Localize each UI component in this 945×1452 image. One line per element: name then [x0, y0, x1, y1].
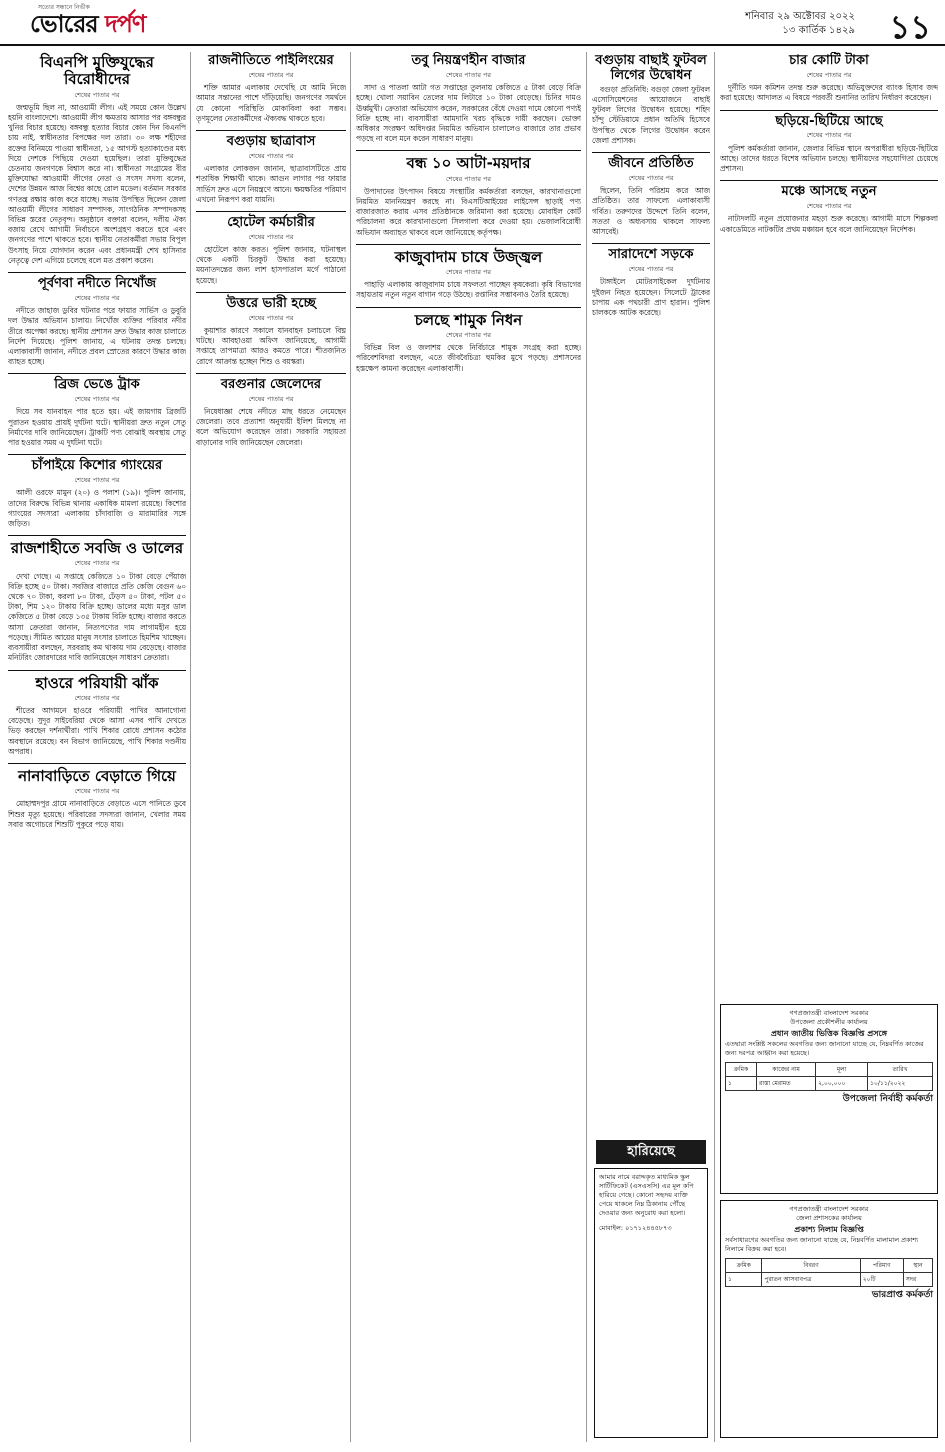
table-row — [726, 1273, 933, 1287]
date-gregorian: শনিবার ২৯ অক্টোবর ২০২২ — [745, 11, 855, 22]
notice-table-header — [726, 1259, 933, 1273]
notice-office: উপজেলা প্রকৌশলীর কার্যালয় — [790, 1018, 868, 1026]
government-notice — [720, 1004, 938, 1194]
article-body: টাঙ্গাইলে মোটরসাইকেল দুর্ঘটনায় দুইজন নিহত হয়েছেন। সিলেটে ট্রাকের চাপায় এক পথচারী প্রাণ হারান। পুলিশ চালককে আটক করেছে। — [592, 277, 710, 317]
article — [8, 54, 186, 266]
article — [592, 157, 710, 237]
article-body: বিভিন্ন বিল ও জলাশয় থেকে নির্বিচারে শামুক সংগ্রহ করা হচ্ছে। পরিবেশবিদরা বলছেন, এতে জীববৈচিত্র্য হুমকির মুখে পড়ছে। প্রশাসনের হস্তক্ষেপ কামনা করেছেন এলাকাবাসী। — [356, 343, 581, 373]
divider — [8, 763, 186, 764]
divider — [196, 130, 346, 131]
article-body: হোটেলে কাজ করত। পুলিশ জানায়, ঘটনাস্থল থেকে একটি চিরকুট উদ্ধার করা হয়েছে। ময়নাতদন্তের জন্য লাশ হাসপাতাল মর্গে পাঠানো হয়েছে। — [196, 245, 346, 285]
column-3 — [356, 52, 581, 1442]
article-body: পাহাড়ি এলাকায় কাজুবাদাম চাষে সফলতা পাচ্ছেন কৃষকেরা। কৃষি বিভাগের সহায়তায় নতুন নতুন বাগান গড়ে উঠছে। রপ্তানির সম্ভাবনাও তৈরি হয়েছে। — [356, 280, 581, 300]
notice-body: সর্বসাধারণের অবগতির জন্য জানানো যাচ্ছে যে, নিম্নবর্ণিত মালামাল প্রকাশ্য নিলামে বিক্রয় করা হবে। — [725, 1236, 919, 1253]
article-headline: হোটেল কর্মচারীর — [227, 214, 315, 230]
article-kicker: শেষের পাতার পর — [628, 174, 674, 183]
article-headline: বিএনপি মুক্তিযুদ্ধের বিরোধীদের — [40, 53, 154, 89]
article-kicker: শেষের পাতার পর — [74, 559, 120, 568]
article-body: জন্মভূমি ছিল না, আওয়ামী লীগ। এই সময়ে কোন উল্লেখ হয়নি বাংলাদেশে। আওয়ামী লীগ ক্ষমতায় আসার পর বঙ্গবন্ধুর খুনির বিচার হয়েছে। বঙ্গবন্ধু হত্যার বিচার কোন দিন বিএনপি চায় নাই, স্বাধীনতার বিপক্ষের দল তারা। ৩০ লক্ষ শহীদের রক্তের বিনিময়ে পাওয়া স্বাধীনতা, ১৫ আগস্ট হত্যাকাণ্ডের মধ্য দিয়ে দেশকে পিছিয়ে দেওয়া হয়েছিল। তারা মুক্তিযুদ্ধের চেতনায় জনগণকে বিশ্বাস করে না। স্বাধীনতা সংগ্রামের বীর মুক্তিযোদ্ধা আওয়ামী লীগের নেতা ও সংসদ সদস্য বলেন, দেশের উন্নয়ন আজ বিশ্বের কাছে রোল মডেল। বর্তমান সরকার গণতন্ত্র রক্ষায় কাজ করে যাচ্ছে। সভায় উপস্থিত ছিলেন জেলা আওয়ামী লীগের সাধারণ সম্পাদক, সাংগঠনিক সম্পাদকসহ বিভিন্ন স্তরের নেতৃবৃন্দ। অনুষ্ঠানে বক্তারা বলেন, দলীয় ঐক্য বজায় রেখে আগামী নির্বাচনে অংশগ্রহণ করতে হবে এবং জনগণের পাশে থাকতে হবে। স্থানীয় নেতাকর্মীরা সভায় বিপুল উৎসাহ নিয়ে যোগদান করেন এবং প্রধানমন্ত্রী শেখ হাসিনার নেতৃত্বে দেশ এগিয়ে চলেছে বলে মত প্রকাশ করেন। — [8, 102, 186, 265]
article — [196, 54, 346, 124]
masthead — [0, 0, 945, 46]
government-notice — [720, 1200, 938, 1438]
notice-title: প্রধান জাতীয় ভিত্তিক বিজ্ঞপ্তি প্রসঙ্গে — [770, 1029, 888, 1038]
table-row — [726, 1077, 933, 1091]
table-cell: রাস্তা মেরামত — [757, 1077, 816, 1091]
article — [720, 115, 938, 175]
article-kicker: শেষের পাতার পর — [628, 265, 674, 274]
notice-table-header — [726, 1063, 933, 1077]
table-cell: ১ — [726, 1273, 762, 1287]
article-body: শক্তি আমার এলাকায় দেখেছি যে আমি নিজে আমার সন্তানের পাশে দাঁড়িয়েছি। জনগণের সমর্থনে যে কোনো পরিস্থিতি মোকাবিলা করা সম্ভব। তৃণমূলের নেতাকর্মীদের ঐক্যবদ্ধ থাকতে হবে। — [196, 83, 346, 123]
article-kicker: শেষের পাতার পর — [248, 232, 294, 241]
article-kicker: শেষের পাতার পর — [445, 174, 491, 183]
article-kicker: শেষের পাতার পর — [445, 330, 491, 339]
divider — [8, 373, 186, 374]
article-kicker: শেষের পাতার পর — [806, 70, 852, 79]
article-headline: জীবনে প্রতিষ্ঠিত — [608, 156, 694, 172]
notice-table-head-cell: স্থান — [903, 1259, 932, 1273]
divider — [8, 670, 186, 671]
article — [8, 540, 186, 663]
article-body: নাট্যদলটি নতুন প্রযোজনার মহড়া শুরু করেছে। আগামী মাসে শিল্পকলা একাডেমিতে নাটকটির প্রথম মঞ্চায়ন হবে বলে জানিয়েছেন নির্দেশক। — [720, 214, 938, 234]
page-number: ১১ — [889, 8, 931, 46]
notice-table-head-cell: মূল্য — [816, 1063, 868, 1077]
column-5 — [720, 52, 938, 997]
article-kicker: শেষের পাতার পর — [445, 268, 491, 277]
lost-notice-body: আমার নামে বরাদ্দকৃত মাধ্যমিক স্কুল সার্টিফিকেট (এসএসসি) এর মূল কপি হারিয়ে গেছে। কোনো সহৃদয় ব্যক্তি পেয়ে থাকলে নিম্ন ঠিকানায় পৌঁছে দেওয়ার জন্য অনুরোধ করা হলো। — [599, 1173, 694, 1217]
article-kicker: শেষের পাতার পর — [248, 151, 294, 160]
lost-notice — [594, 1168, 708, 1438]
divider — [8, 454, 186, 455]
divider — [356, 244, 581, 245]
article-kicker: শেষের পাতার পর — [74, 787, 120, 796]
article — [8, 675, 186, 757]
article-body: কুয়াশার কারণে সকালে যানবাহন চলাচলে বিঘ্ন ঘটছে। আবহাওয়া অফিস জানিয়েছে, আগামী সপ্তাহে তাপমাত্রা আরও কমতে পারে। শীতজনিত রোগে আক্রান্ত হচ্ছেন শিশু ও বয়স্করা। — [196, 326, 346, 366]
article — [592, 248, 710, 318]
article — [8, 378, 186, 448]
notice-signature: ভারপ্রাপ্ত কর্মকর্তা — [871, 1290, 933, 1300]
article-headline: বগুড়ায় ছাত্রাবাস — [226, 133, 316, 149]
article-body: মোহাম্মদপুর গ্রামে নানাবাড়িতে বেড়াতে এসে পানিতে ডুবে শিশুর মৃত্যু হয়েছে। পরিবারের সদস্যরা জানান, খেলার সময় সবার অগোচরে শিশুটি পুকুরে পড়ে যায়। — [8, 799, 186, 829]
column-rule — [350, 52, 351, 1442]
article-headline: সারাদেশে সড়কে — [608, 247, 694, 263]
article-kicker: শেষের পাতার পর — [74, 395, 120, 404]
article-headline: বন্ধ ১০ আটা-ময়দার — [406, 154, 531, 173]
notice-table-head-cell: পরিমাণ — [860, 1259, 903, 1273]
table-cell: ২০টি — [860, 1273, 903, 1287]
lost-notice-contact: মোবাইল: ০১৭১২৪৪৫৮৭৩ — [599, 1224, 672, 1232]
divider — [196, 292, 346, 293]
notice-table — [725, 1062, 933, 1091]
article-kicker: শেষের পাতার পর — [248, 313, 294, 322]
article-headline: রাজনীতিতে পাইলিংয়ের — [208, 53, 334, 68]
article-kicker: শেষের পাতার পর — [74, 293, 120, 302]
article-body: শীতের আগমনে হাওরে পরিযায়ী পাখির আনাগোনা বেড়েছে। সুদূর সাইবেরিয়া থেকে আসা এসব পাখি দেখতে ভিড় করছেন দর্শনার্থীরা। পাখি শিকার রোধে প্রশাসন কঠোর অবস্থানে রয়েছে। বন বিভাগ জানিয়েছে, পাখি শিকার দণ্ডনীয় অপরাধ। — [8, 705, 186, 756]
article-kicker: শেষের পাতার পর — [806, 131, 852, 140]
article — [356, 54, 581, 144]
article — [356, 249, 581, 301]
article-body: ছিলেন, তিনি পরিশ্রম করে আজ প্রতিষ্ঠিত। তার সাফল্যে এলাকাবাসী গর্বিত। তরুণদের উদ্দেশে তিনি বলেন, সততা ও অধ্যবসায় থাকলে সাফল্য আসবেই। — [592, 186, 710, 237]
article-body: আলী ওরফে মামুন (২০) ও পলাশ (১৯)। পুলিশ জানায়, তাদের বিরুদ্ধে বিভিন্ন থানায় একাধিক মামলা রয়েছে। কিশোর গ্যাংয়ের সদস্যরা এলাকায় চাঁদাবাজি ও মারামারির সঙ্গে জড়িত। — [8, 488, 186, 529]
article — [720, 54, 938, 104]
article-body: পুলিশ কর্মকর্তারা জানান, জেলার বিভিন্ন স্থানে অপরাধীরা ছড়িয়ে-ছিটিয়ে আছে। তাদের ধরতে বিশেষ অভিযান চলছে। স্থানীয়দের সহযোগিতা চেয়েছে প্রশাসন। — [720, 143, 938, 174]
masthead-tagline: সত্যের সন্ধানে নির্ভীক — [38, 4, 90, 11]
article — [8, 459, 186, 529]
notice-body: এতদ্বারা সংশ্লিষ্ট সকলের অবগতির জন্য জানানো যাচ্ছে যে, নিম্নবর্ণিত কাজের জন্য দরপত্র আহ্বান করা হয়েছে। — [725, 1040, 924, 1057]
article — [196, 378, 346, 448]
column-rule — [190, 52, 191, 1442]
article-headline: পূর্বণবা নদীতে নিখোঁজ — [38, 275, 156, 291]
article — [592, 54, 710, 146]
lost-notice-banner: হারিয়েছে — [596, 1140, 706, 1164]
article-kicker: শেষের পাতার পর — [248, 394, 294, 403]
article-headline: বরগুনার জেলেদের — [220, 376, 322, 392]
notice-org: গণপ্রজাতন্ত্রী বাংলাদেশ সরকার — [789, 1205, 869, 1213]
divider — [592, 152, 710, 153]
divider — [720, 110, 938, 111]
article-body: সাদা ও পাতলা আটা গত সপ্তাহের তুলনায় কেজিতে ৫ টাকা বেড়ে বিক্রি হচ্ছে। খোলা সয়াবিন তেলের দাম লিটারে ১০ টাকা বেড়েছে। চিনির দামও ঊর্ধ্বমুখী। ক্রেতারা অভিযোগ করেন, সরকারের বেঁধে দেওয়া দামে কোনো পণ্যই বিক্রি হচ্ছে না। ব্যবসায়ীরা আমদানি খরচ বৃদ্ধিকে দায়ী করছেন। ভোক্তা অধিকার সংরক্ষণ অধিদপ্তর নিয়মিত অভিযান চালালেও বাজারে তার প্রভাব পড়ছে না বলে মনে করেন সাধারণ মানুষ। — [356, 83, 581, 144]
article-headline: চার কোটি টাকা — [789, 53, 869, 68]
notice-office: জেলা প্রশাসকের কার্যালয় — [796, 1214, 862, 1222]
article-headline: চলছে শামুক নিধন — [414, 310, 523, 329]
article-headline: নানাবাড়িতে বেড়াতে গিয়ে — [18, 766, 176, 785]
article-headline: রাজশাহীতে সবজি ও ডালের — [10, 539, 184, 558]
article — [196, 135, 346, 205]
column-rule — [714, 52, 715, 1442]
notice-table-head-cell: ক্রমিক — [726, 1063, 757, 1077]
notice-table-head-cell: কাজের নাম — [757, 1063, 816, 1077]
article-body: বগুড়া প্রতিনিধি: বগুড়া জেলা ফুটবল এসোসিয়েশনের আয়োজনে বাছাই ফুটবল লিগের উদ্বোধন হয়েছে। শহিদ চাঁন্দু স্টেডিয়ামে প্রধান অতিথি হিসেবে উপস্থিত থেকে লিগের উদ্বোধন করেন জেলা প্রশাসক। — [592, 84, 710, 145]
divider — [356, 150, 581, 151]
notice-table — [725, 1258, 933, 1287]
article-headline: হাওরে পরিযায়ী ঝাঁক — [35, 673, 159, 692]
article-kicker: শেষের পাতার পর — [248, 70, 294, 79]
article-headline: তবু নিয়ন্ত্রণহীন বাজার — [411, 53, 526, 68]
column-rule — [586, 52, 587, 1442]
table-cell: পুরাতন আসবাবপত্র — [762, 1273, 860, 1287]
divider — [592, 243, 710, 244]
article — [356, 312, 581, 374]
article-body: দেখা গেছে। এ সপ্তাহে কেজিতে ১০ টাকা বেড়ে পেঁয়াজ বিক্রি হচ্ছে ৫০ টাকা। সবজির বাজারে প্রতি কেজি বেগুন ৬০ থেকে ৭০ টাকা, করলা ৮০ টাকা, ঢেঁড়স ৫০ টাকা, পটল ৫০ টাকা, শিম ১২০ টাকায় বিক্রি হচ্ছে। ডালের মধ্যে মসুর ডাল কেজিতে ৫ টাকা বেড়ে ১৩৫ টাকায় বিক্রি হচ্ছে। বাজার করতে আসা ক্রেতারা জানান, নিত্যপণ্যের দাম লাগামহীন হয়ে পড়েছে। সীমিত আয়ের মানুষ সংসার চালাতে হিমশিম খাচ্ছেন। ব্যবসায়ীরা বলছেন, সরবরাহ কম থাকায় দাম বেড়েছে। বাজার মনিটরিং জোরদারের দাবি জানিয়েছেন সাধারণ ক্রেতারা। — [8, 571, 186, 663]
divider — [8, 535, 186, 536]
article — [8, 768, 186, 830]
article — [196, 216, 346, 286]
article-headline: ব্রিজ ভেঙে ট্রাক — [54, 377, 140, 393]
notice-signature: উপজেলা নির্বাহী কর্মকর্তা — [842, 1094, 933, 1104]
column-1 — [8, 52, 186, 1442]
divider — [196, 211, 346, 212]
article-body: উপাদানের উৎপাদন বিষয়ে সংস্থাটির কর্মকর্তারা বলছেন, কারখানাগুলো নিয়মিত মাননিয়ন্ত্রণ করছে না। বিএসটিআইয়ের লাইসেন্স ছাড়াই পণ্য বাজারজাত করায় এসব প্রতিষ্ঠানকে জরিমানা করা হয়েছে। মোবাইল কোর্ট পরিচালনা করে কারখানাগুলো সিলগালা করে দেওয়া হয়। ভেজালবিরোধী অভিযান অব্যাহত থাকবে বলে জানিয়েছে কর্তৃপক্ষ। — [356, 186, 581, 237]
logo-text-accent: দর্পণ — [104, 10, 146, 38]
article-kicker: শেষের পাতার পর — [74, 476, 120, 485]
article-kicker: শেষের পাতার পর — [445, 70, 491, 79]
divider — [8, 272, 186, 273]
notice-table-head-cell: ক্রমিক — [726, 1259, 762, 1273]
date-bengali: ১৩ কার্তিক ১৪২৯ — [782, 25, 855, 36]
notice-table-head-cell: তারিখ — [868, 1063, 933, 1077]
table-cell: ১ — [726, 1077, 757, 1091]
article-headline: চাঁপাইয়ে কিশোর গ্যাংয়ের — [31, 458, 163, 474]
divider — [720, 180, 938, 181]
article-body: এলাকার লোকজন জানান, ছাত্রাবাসটিতে প্রায় শতাধিক শিক্ষার্থী থাকে। আগুন লাগার পর ফায়ার সার্ভিস দ্রুত এসে নিয়ন্ত্রণে আনে। ক্ষয়ক্ষতির পরিমাণ এখনো নিরূপণ করা যায়নি। — [196, 164, 346, 204]
divider — [196, 373, 346, 374]
newspaper-logo — [30, 6, 145, 46]
article — [356, 155, 581, 237]
notice-title: প্রকাশ্য নিলাম বিজ্ঞপ্তি — [794, 1225, 864, 1234]
dateline — [745, 10, 855, 38]
notice-org: গণপ্রজাতন্ত্রী বাংলাদেশ সরকার — [789, 1009, 869, 1017]
article-headline: বগুড়ায় বাছাই ফুটবল লিগের উদ্বোধন — [595, 53, 707, 83]
article-body: দিয়ে সব যানবাহন পার হতে হয়। এই জায়গায় ব্রিজটি পুরাতন হওয়ায় প্রায়ই দুর্ঘটনা ঘটে। স্থানীয়রা দ্রুত নতুন সেতু নির্মাণের দাবি জানিয়েছেন। ট্রাকটি পণ্য বোঝাই অবস্থায় সেতু পার হওয়ার সময় এ দুর্ঘটনা ঘটে। — [8, 407, 186, 448]
article-body: নদীতে জাহাজ ডুবির ঘটনার পরে ফায়ার সার্ভিস ও ডুবুরি দল উদ্ধার অভিযান চালায়। নিখোঁজ ব্যক্তির পরিবার নদীর তীরে অপেক্ষা করছে। স্থানীয় প্রশাসন দ্রুত উদ্ধার কাজ চালাতে নির্দেশ দিয়েছে। পুলিশ জানায়, এ ঘটনায় তদন্ত চলছে। এলাকাবাসী জানান, নদীতে প্রবল স্রোতের কারণে উদ্ধার কাজ ব্যাহত হচ্ছে। — [8, 306, 186, 367]
notice-table-head-cell: বিবরণ — [762, 1259, 860, 1273]
table-cell: ২,০০,০০০ — [816, 1077, 868, 1091]
column-2 — [196, 52, 346, 1442]
article-headline: উত্তরে ভারী হচ্ছে — [226, 295, 316, 311]
article-kicker: শেষের পাতার পর — [74, 693, 120, 702]
table-cell: সদর — [903, 1273, 932, 1287]
article-kicker: শেষের পাতার পর — [806, 202, 852, 211]
article-body: দুর্নীতি দমন কমিশন তদন্ত শুরু করেছে। অভিযুক্তদের ব্যাংক হিসাব জব্দ করা হয়েছে। আদালত এ বিষয়ে পরবর্তী শুনানির তারিখ নির্ধারণ করেছেন। — [720, 83, 938, 103]
article-kicker: শেষের পাতার পর — [74, 90, 120, 99]
article-body: নিষেধাজ্ঞা শেষে নদীতে মাছ ধরতে নেমেছেন জেলেরা। তবে প্রত্যাশা অনুযায়ী ইলিশ মিলছে না বলে অভিযোগ করেছেন তারা। সরকারি সহায়তা বাড়ানোর দাবি জানিয়েছেন জেলেরা। — [196, 406, 346, 447]
divider — [356, 307, 581, 308]
article-headline: কাজুবাদাম চাষে উজ্জ্বল — [394, 247, 543, 266]
table-cell: ১০/১১/২০২২ — [868, 1077, 933, 1091]
logo-text-primary: ভোরের — [30, 10, 105, 38]
article-headline: ছড়িয়ে-ছিটিয়ে আছে — [775, 113, 883, 129]
article — [196, 297, 346, 367]
article — [720, 185, 938, 235]
article — [8, 277, 186, 367]
column-4 — [592, 52, 710, 1132]
article-headline: মঞ্চে আসছে নতুন — [781, 184, 877, 200]
